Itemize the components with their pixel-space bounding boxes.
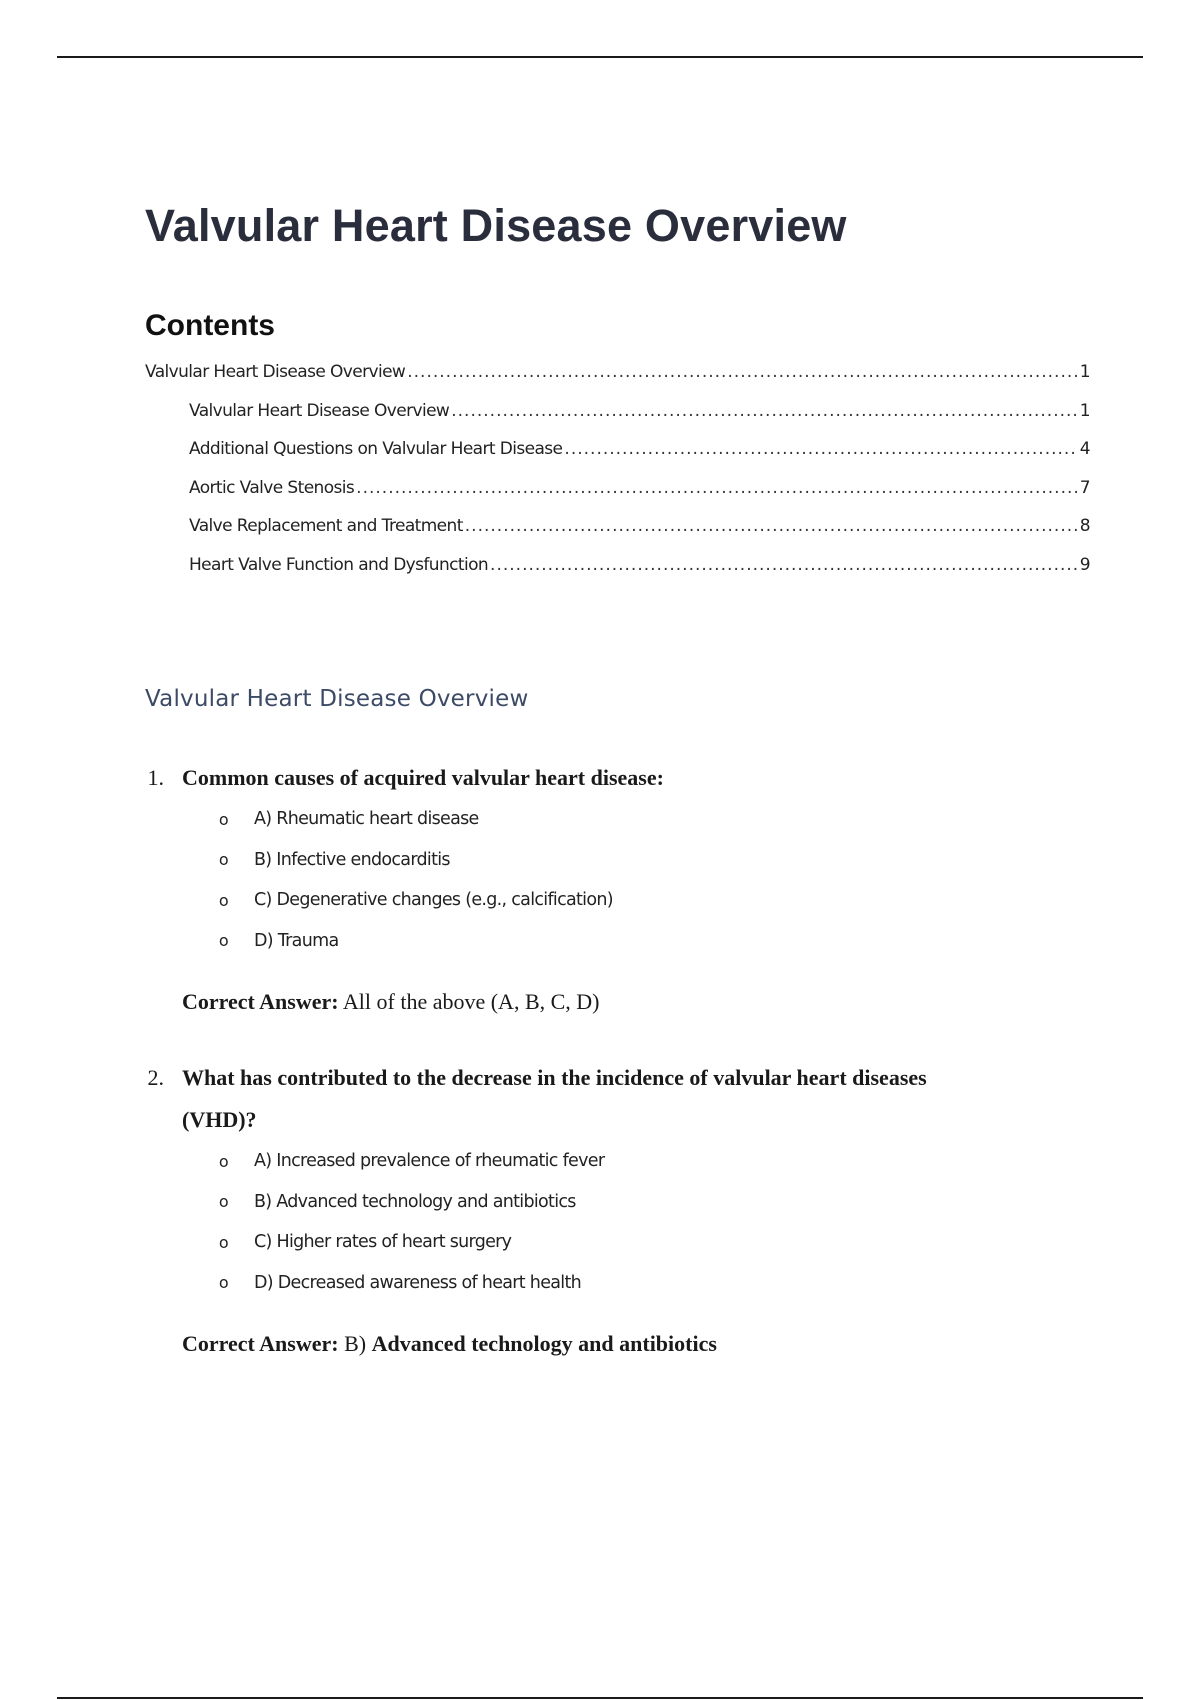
- bullet-icon: o: [218, 1192, 228, 1212]
- bullet-icon: o: [218, 850, 228, 870]
- option-item: [145, 921, 1090, 962]
- option-text: C) Higher rates of heart surgery: [254, 1232, 512, 1253]
- answer-value-emphasis: Advanced technology and antibiotics: [371, 1331, 717, 1356]
- toc-page-number: 1: [1079, 362, 1090, 382]
- toc-entry-label: Valve Replacement and Treatment: [189, 516, 463, 536]
- footer-rule: [57, 1697, 1143, 1699]
- toc-entry[interactable]: [145, 439, 1090, 478]
- option-item: [145, 1222, 1090, 1263]
- toc-page-number: 4: [1079, 439, 1090, 459]
- toc-entry-label: Valvular Heart Disease Overview: [189, 400, 450, 421]
- question-number: 1.: [147, 765, 164, 790]
- question-item: [145, 1057, 1090, 1359]
- toc-entry-label: Heart Valve Function and Dysfunction: [189, 554, 489, 575]
- toc-entry-label: Valvular Heart Disease Overview: [145, 362, 406, 382]
- toc-page-number: 7: [1079, 477, 1090, 498]
- toc-entry[interactable]: [145, 516, 1090, 555]
- question-header: [145, 1057, 1090, 1141]
- table-of-contents: [145, 362, 1090, 593]
- answer-label: Correct Answer:: [182, 989, 339, 1014]
- option-item: [145, 799, 1090, 840]
- section-heading: Valvular Heart Disease Overview: [145, 686, 529, 712]
- option-text: B) Infective endocarditis: [254, 849, 450, 870]
- toc-dot-leader: [564, 439, 1077, 459]
- answer-value: B): [344, 1331, 367, 1356]
- bullet-icon: o: [218, 1273, 228, 1293]
- option-item: [145, 1263, 1090, 1304]
- bullet-icon: o: [218, 931, 228, 951]
- toc-page-number: 8: [1079, 516, 1090, 536]
- toc-entry[interactable]: [145, 362, 1090, 401]
- option-text: A) Increased prevalence of rheumatic fever: [254, 1151, 605, 1172]
- toc-heading: Contents: [145, 309, 275, 342]
- answer-value: All of the above (A, B, C, D): [342, 989, 600, 1014]
- correct-answer: [109, 987, 1090, 1017]
- question-header: [145, 757, 1090, 799]
- document-title: Valvular Heart Disease Overview: [145, 200, 847, 251]
- question-text: Common causes of acquired valvular heart disease:: [182, 765, 664, 790]
- option-item: [145, 1182, 1090, 1223]
- toc-entry[interactable]: [145, 555, 1090, 594]
- option-list: [145, 1141, 1090, 1303]
- answer-label: Correct Answer:: [182, 1331, 339, 1356]
- bullet-icon: o: [218, 1151, 228, 1171]
- option-item: [145, 840, 1090, 881]
- option-list: [145, 799, 1090, 961]
- option-item: [145, 880, 1090, 921]
- option-text: A) Rheumatic heart disease: [254, 809, 479, 830]
- question-text: What has contributed to the decrease in the incidence of valvular heart diseases (VHD)?: [182, 1065, 927, 1132]
- option-text: C) Degenerative changes (e.g., calcification): [254, 890, 613, 911]
- toc-entry-label: Additional Questions on Valvular Heart Disease: [189, 439, 563, 459]
- header-rule: [57, 56, 1143, 58]
- toc-dot-leader: [407, 362, 1078, 382]
- option-item: [145, 1141, 1090, 1182]
- toc-page-number: 1: [1079, 400, 1090, 421]
- option-text: D) Trauma: [254, 930, 339, 951]
- toc-dot-leader: [356, 478, 1078, 498]
- question-item: [145, 757, 1090, 1017]
- option-text: D) Decreased awareness of heart health: [254, 1272, 582, 1293]
- bullet-icon: o: [218, 1232, 228, 1252]
- toc-dot-leader: [451, 401, 1078, 421]
- toc-entry-label: Aortic Valve Stenosis: [189, 477, 355, 498]
- question-list: [145, 757, 1090, 1359]
- toc-dot-leader: [465, 516, 1078, 536]
- correct-answer: [109, 1329, 1090, 1359]
- toc-entry[interactable]: [145, 401, 1090, 440]
- bullet-icon: o: [218, 890, 228, 910]
- toc-page-number: 9: [1079, 554, 1090, 575]
- question-number: 2.: [147, 1065, 164, 1090]
- toc-entry[interactable]: [145, 478, 1090, 517]
- bullet-icon: o: [218, 809, 228, 829]
- toc-dot-leader: [490, 555, 1078, 575]
- option-text: B) Advanced technology and antibiotics: [254, 1191, 576, 1212]
